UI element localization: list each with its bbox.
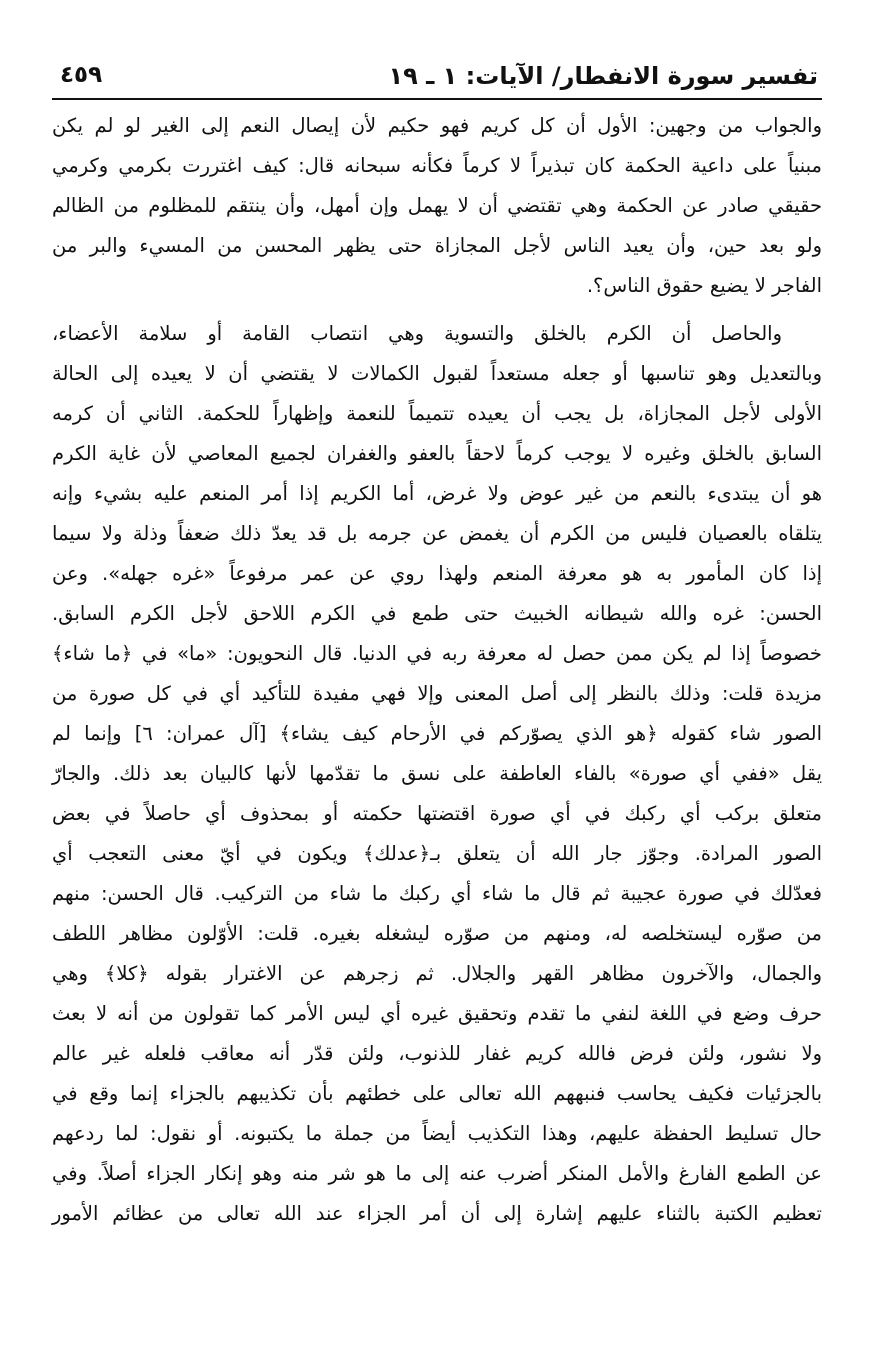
text-line: والجواب من وجهين: الأول أن كل كريم فهو حكيم لأن إيصال النعم إلى الغير لو لم يكن xyxy=(52,114,822,137)
text-line: ولو بعد حين، وأن يعيد الناس لأجل المجازاة حتى يظهر المحسن من المسيء والبر من xyxy=(52,234,822,257)
running-header xyxy=(52,58,822,100)
text-line: ولا نشور، ولئن فرض فالله كريم غفار للذنوب، ولئن قدّر أنه معاقب فلعله غير عالم xyxy=(52,1042,822,1065)
text-line: خصوصاً إذا لم يكن ممن حصل له معرفة ربه في الدنيا. قال النحويون: «ما» في ﴿ما شاء﴾ xyxy=(52,642,822,665)
text-line: حقيقي صادر عن الحكمة وهي تقتضي أن لا يهمل وإن أمهل، وأن ينتقم للمظلوم من الظالم xyxy=(52,194,822,217)
running-title: تفسير سورة الانفطار/ الآيات: ١ ـ ١٩ xyxy=(388,62,818,90)
text-line: الفاجر لا يضيع حقوق الناس؟. xyxy=(586,274,822,297)
text-line: عن الطمع الفارغ والأمل المنكر أضرب عنه إلى ما هو شر منه وهو إنكار الجزاء أصلاً. وفي xyxy=(52,1162,822,1185)
text-line: من صوّره ليستخلصه له، ومنهم من صوّره ليشغله بغيره. قلت: الأوّلون مظاهر اللطف xyxy=(52,922,822,945)
text-line: والجمال، والآخرون مظاهر القهر والجلال. ثم زجرهم عن الاغترار بقوله ﴿كلا﴾ وهي xyxy=(52,962,822,985)
text-line: حال تسليط الحفظة عليهم، وهذا التكذيب أيضاً من جملة ما يكتبونه. أو نقول: لما ردعهم xyxy=(52,1122,822,1145)
text-line: يتلقاه بالعصيان فليس من الكرم أن يغمض عن جرمه بل قد يعدّ ذلك ضعفاً وذلة ولا سيما xyxy=(52,522,822,545)
paragraph-conclusion xyxy=(52,314,822,1234)
text-line: والحاصل أن الكرم بالخلق والتسوية وهي انتصاب القامة أو سلامة الأعضاء، xyxy=(52,322,782,345)
book-page xyxy=(52,58,822,1234)
text-line: هو أن يبتدىء بالنعم من غير عوض ولا غرض، أما الكريم إذا أمر المنعم عليه بشيء وإنه xyxy=(52,482,822,505)
paragraph-answer xyxy=(52,106,822,306)
text-line: الأولى لأجل المجازاة، بل يجب أن يعيده تتميماً للنعمة وإظهاراً للحكمة. الثاني أن كرمه xyxy=(52,402,822,425)
text-line: الصور شاء كقوله ﴿هو الذي يصوّركم في الأرحام كيف يشاء﴾ [آل عمران: ٦] وإنما لم xyxy=(52,722,822,745)
text-line: الصور المرادة. وجوّز جار الله أن يتعلق بـ﴿عدلك﴾ ويكون في أيّ معنى التعجب أي xyxy=(52,842,822,865)
text-line: متعلق بركب أي ركبك في أي صورة اقتضتها حكمته أو بمحذوف أي حاصلاً في بعض xyxy=(52,802,822,825)
text-line: الحسن: غره والله شيطانه الخبيث حتى طمع في الكرم اللاحق لأجل الكرم السابق. xyxy=(52,602,822,625)
text-line: مزيدة قلت: وذلك بالنظر إلى أصل المعنى وإلا فهي مفيدة للتأكيد أي في كل صورة من xyxy=(52,682,822,705)
text-line: يقل «ففي أي صورة» بالفاء العاطفة على نسق ما تقدّمها لأنها كالبيان بعد ذلك. والجارّ xyxy=(52,762,822,785)
text-line: السابق بالخلق وغيره لا يوجب كرماً لاحقاً بالعفو والغفران لجميع المعاصي لأن غاية الكرم xyxy=(52,442,822,465)
text-line: تعظيم الكتبة بالثناء عليهم إشارة إلى أن أمر الجزاء عند الله تعالى من عظائم الأمور xyxy=(52,1202,822,1225)
text-line: بالجزئيات فكيف يحاسب فنبههم الله تعالى على خطئهم بأن تكذيبهم بالجزاء إنما وقع في xyxy=(52,1082,822,1105)
text-line: إذا كان المأمور به هو معرفة المنعم ولهذا روي عن عمر مرفوعاً «غره جهله». وعن xyxy=(52,562,822,585)
text-line: وبالتعديل وهو تناسبها أو جعله مستعداً لقبول الكمالات لا يقتضي أن لا يعيده إلى الحالة xyxy=(52,362,822,385)
page-number: ٤٥٩ xyxy=(60,62,103,88)
text-line: حرف وضع في اللغة لنفي ما تقدم وتحقيق غيره أي ليس الأمر كما تقولون من أنه لا بعث xyxy=(52,1002,822,1025)
body-text xyxy=(52,106,822,1234)
text-line: فعدّلك في صورة عجيبة ثم قال ما شاء أي ركبك ما شاء من التركيب. قال الحسن: منهم xyxy=(52,882,822,905)
text-line: مبنياً على داعية الحكمة كان تبذيراً لا كرماً فكأنه سبحانه قال: كيف اغتررت بكرمي وكرمي xyxy=(52,154,822,177)
